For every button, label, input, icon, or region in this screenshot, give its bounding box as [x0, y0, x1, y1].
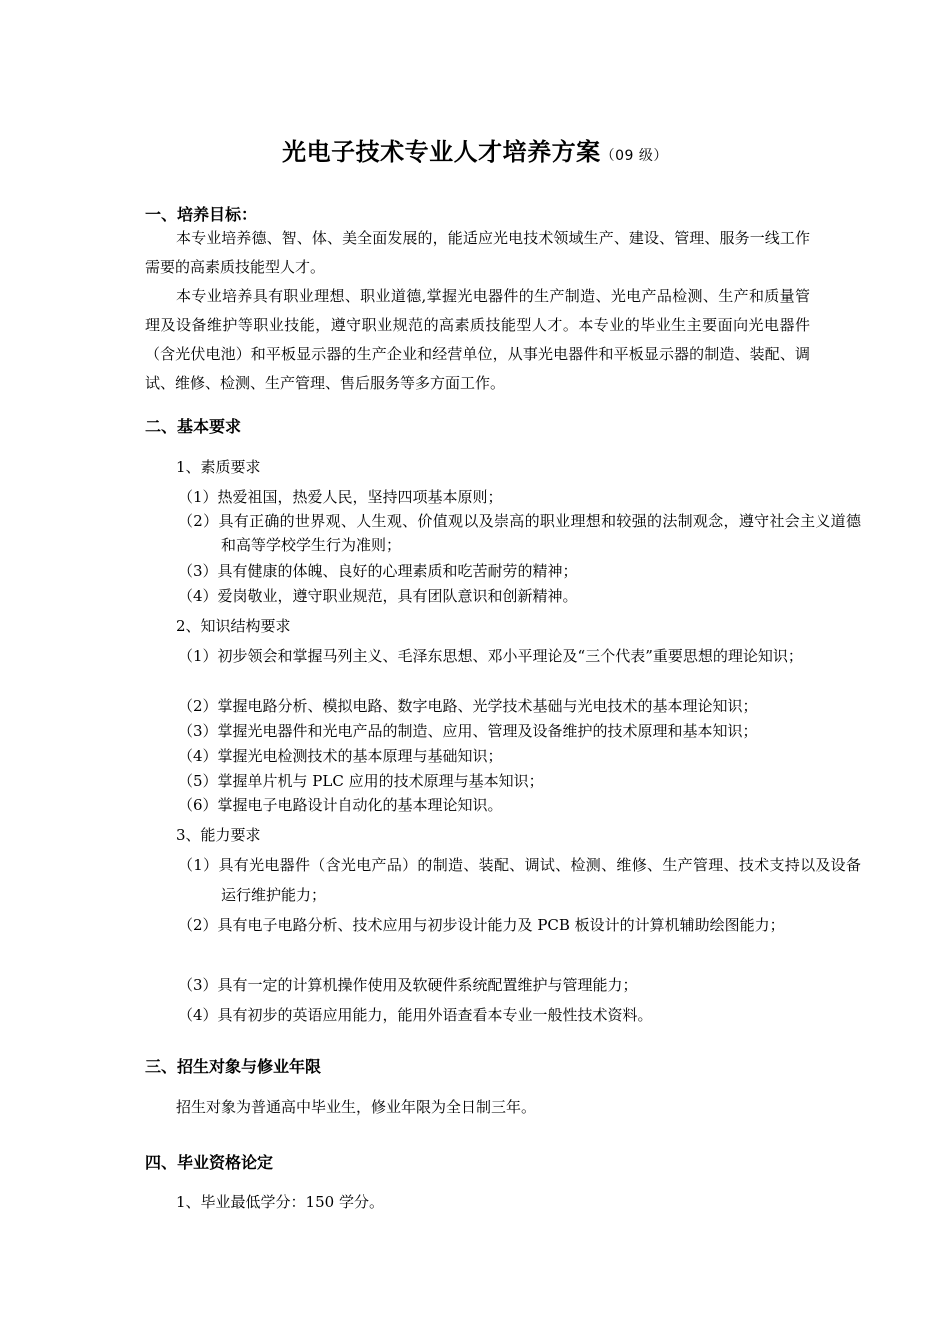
quality-item-4: （4）爱岗敬业，遵守职业规范，具有团队意识和创新精神。: [178, 587, 578, 605]
ability-item-2: （2）具有电子电路分析、技术应用与初步设计能力及 PCB 板设计的计算机辅助绘图能力；: [178, 916, 785, 934]
quality-item-1: （1）热爱祖国，热爱人民，坚持四项基本原则；: [178, 488, 503, 506]
section-1-paragraph-1: 本专业培养德、智、体、美全面发展的，能适应光电技术领域生产、建设、管理、服务一线工作需要的高素质技能型人才。: [145, 229, 810, 276]
knowledge-item-6: （6）掌握电子电路设计自动化的基本理论知识。: [178, 796, 503, 814]
knowledge-item-1: （1）初步领会和掌握马列主义、毛泽东思想、邓小平理论及“三个代表”重要思想的理论知识；: [178, 647, 803, 665]
section-1-heading: 一、培养目标：: [145, 205, 258, 224]
knowledge-item-4: （4）掌握光电检测技术的基本原理与基础知识；: [178, 747, 503, 765]
section-4-item-1: 1、毕业最低学分：150 学分。: [176, 1193, 384, 1211]
document-title: [0, 132, 950, 167]
quality-item-3: （3）具有健康的体魄、良好的心理素质和吃苦耐劳的精神；: [178, 562, 578, 580]
title-main: 光电子技术专业人才培养方案: [282, 138, 601, 166]
ability-item-3: （3）具有一定的计算机操作使用及软硬件系统配置维护与管理能力；: [178, 976, 638, 994]
knowledge-item-5: （5）掌握单片机与 PLC 应用的技术原理与基本知识；: [178, 772, 544, 790]
knowledge-requirements-label: 2、知识结构要求: [176, 617, 291, 635]
ability-requirements-label: 3、能力要求: [176, 826, 261, 844]
quality-requirements-label: 1、素质要求: [176, 458, 261, 476]
quality-item-2: （2）具有正确的世界观、人生观、价值观以及崇高的职业理想和较强的法制观念，遵守社会主义道德和高等学校学生行为准则；: [178, 512, 861, 554]
section-3-text: 招生对象为普通高中毕业生，修业年限为全日制三年。: [176, 1098, 537, 1116]
ability-item-4: （4）具有初步的英语应用能力，能用外语查看本专业一般性技术资料。: [178, 1006, 653, 1024]
section-4-heading: 四、毕业资格论定: [145, 1153, 274, 1172]
knowledge-item-2: （2）掌握电路分析、模拟电路、数字电路、光学技术基础与光电技术的基本理论知识；: [178, 697, 758, 715]
section-2-heading: 二、基本要求: [145, 417, 242, 436]
knowledge-item-3: （3）掌握光电器件和光电产品的制造、应用、管理及设备维护的技术原理和基本知识；: [178, 722, 758, 740]
ability-item-1: （1）具有光电器件（含光电产品）的制造、装配、调试、检测、维修、生产管理、技术支持以及设备运行维护能力；: [178, 856, 861, 904]
section-3-heading: 三、招生对象与修业年限: [145, 1057, 322, 1076]
title-grade-suffix: （09 级）: [600, 148, 668, 164]
section-1-paragraph-2: 本专业培养具有职业理想、职业道德,掌握光电器件的生产制造、光电产品检测、生产和质量管理及设备维护等职业技能，遵守职业规范的高素质技能型人才。本专业的毕业生主要面向光电器件（含光伏电池）和平板显示器的生产企业和经营单位，从事光电器件和平板显示器的制造、装配、调试、维修、检测、生产管理、售后服务等多方面工作。: [145, 287, 810, 392]
